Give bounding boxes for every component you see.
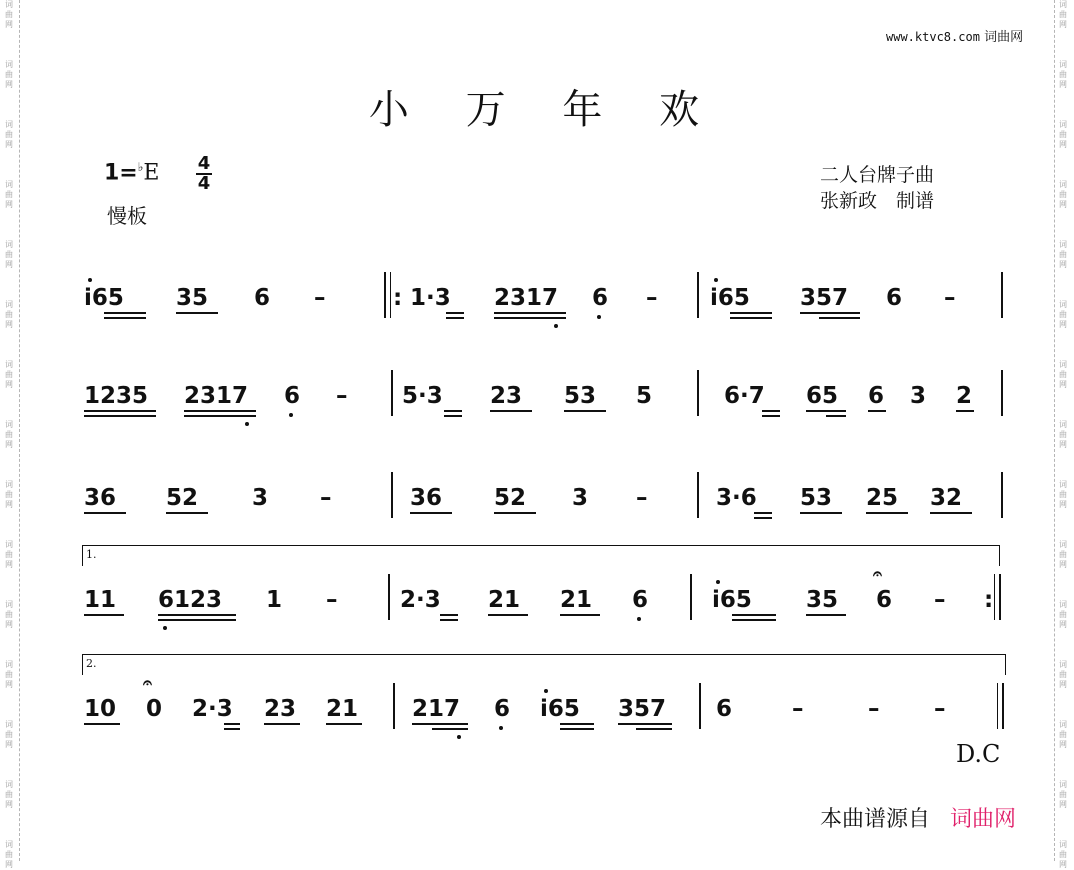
beam-line	[494, 312, 566, 314]
note-group: 2317	[494, 285, 559, 311]
repeat-colon: :	[393, 285, 403, 311]
note-group: 1·3	[410, 285, 451, 311]
beam-line	[446, 317, 464, 319]
note-group: 6·7	[724, 383, 765, 409]
beam-line	[490, 410, 532, 412]
beam-line	[819, 317, 860, 319]
dash: –	[934, 587, 946, 613]
barline	[690, 574, 692, 620]
beam-line	[868, 410, 886, 412]
beam-line	[224, 728, 240, 730]
low-octave-dot	[597, 315, 601, 319]
beam-line	[84, 723, 120, 725]
note-group: 6123	[158, 587, 223, 613]
first-ending-bracket	[82, 545, 1000, 566]
high-octave-dot	[88, 278, 92, 282]
note-group: 6	[494, 696, 511, 722]
watermark-text: 词 曲 网	[5, 840, 13, 869]
beam-line	[866, 512, 908, 514]
barline	[697, 472, 699, 518]
note-group: 23	[264, 696, 297, 722]
note-group: 6	[716, 696, 733, 722]
watermark-text: 词 曲 网	[5, 240, 13, 269]
score-row	[0, 484, 1074, 544]
watermark-text: 词 曲 网	[1059, 420, 1067, 449]
high-octave-dot	[714, 278, 718, 282]
beam-line	[732, 619, 776, 621]
watermark-text: 词 曲 网	[5, 180, 13, 209]
beam-line	[264, 723, 300, 725]
fermata-icon: 𝄐	[143, 673, 152, 692]
repeat-barline-thin	[994, 574, 995, 620]
low-octave-dot	[245, 422, 249, 426]
note-group: 23	[490, 383, 523, 409]
note-group: 357	[618, 696, 667, 722]
watermark-text: 词 曲 网	[5, 300, 13, 329]
high-octave-dot	[716, 580, 720, 584]
high-octave-dot	[544, 689, 548, 693]
score-row	[0, 564, 1074, 646]
time-signature: $\frac{4}{4}$	[197, 153, 211, 194]
repeat-colon: :	[984, 587, 994, 613]
note-group: i65	[84, 285, 124, 311]
note-group: 21	[488, 587, 521, 613]
dash: –	[934, 696, 946, 722]
watermark-text: 词 曲 网	[1059, 120, 1067, 149]
beam-line	[84, 415, 156, 417]
beam-line	[494, 317, 566, 319]
note-group: 3	[910, 383, 927, 409]
watermark-text: 词 曲 网	[1059, 780, 1067, 809]
barline	[1001, 472, 1003, 518]
note-group: 3·6	[716, 485, 757, 511]
beam-line	[104, 312, 146, 314]
beam-line	[762, 410, 780, 412]
note-group: 32	[930, 485, 963, 511]
watermark-text: 词 曲 网	[1059, 60, 1067, 89]
beam-line	[800, 312, 860, 314]
watermark-text: 词 曲 网	[5, 420, 13, 449]
source-link[interactable]: 词曲网	[950, 807, 1017, 832]
beam-line	[560, 723, 594, 725]
note-group: 1235	[84, 383, 149, 409]
note-group: 2	[956, 383, 973, 409]
low-octave-dot	[637, 617, 641, 621]
note-group: 0	[146, 696, 163, 722]
watermark-text: 词 曲 网	[1059, 300, 1067, 329]
note-group: 65	[806, 383, 839, 409]
beam-line	[84, 614, 124, 616]
dash: –	[646, 285, 658, 311]
beam-line	[762, 415, 780, 417]
low-octave-dot	[554, 324, 558, 328]
dash: –	[792, 696, 804, 722]
barline	[1001, 370, 1003, 416]
beam-line	[432, 728, 468, 730]
dash: –	[326, 587, 338, 613]
beam-line	[636, 728, 672, 730]
barline	[1001, 272, 1003, 318]
low-octave-dot	[289, 413, 293, 417]
beam-line	[84, 512, 126, 514]
da-capo-mark: D.C	[956, 740, 1001, 768]
note-group: 35	[176, 285, 209, 311]
watermark-text: 词 曲 网	[5, 660, 13, 689]
beam-line	[732, 614, 776, 616]
note-group: 53	[564, 383, 597, 409]
beam-line	[184, 415, 256, 417]
final-barline-thin	[997, 683, 998, 729]
beam-line	[84, 410, 156, 412]
beam-line	[444, 410, 462, 412]
note-group: 3	[252, 485, 269, 511]
watermark-text: 词 曲 网	[1059, 540, 1067, 569]
watermark-text: 词 曲 网	[1059, 0, 1067, 29]
tempo-marking: 慢板	[107, 204, 147, 228]
note-group: 11	[84, 587, 117, 613]
repeat-barline-thick	[999, 574, 1001, 620]
note-group: 6	[876, 587, 893, 613]
beam-line	[446, 312, 464, 314]
note-group: 5·3	[402, 383, 443, 409]
beam-line	[410, 512, 452, 514]
beam-line	[618, 723, 672, 725]
watermark-text: 词 曲 网	[5, 720, 13, 749]
barline	[697, 370, 699, 416]
note-group: 3	[572, 485, 589, 511]
barline	[697, 272, 699, 318]
beam-line	[440, 619, 458, 621]
note-group: 6	[284, 383, 301, 409]
score-row	[0, 382, 1074, 442]
beam-line	[956, 410, 974, 412]
note-group: 1	[266, 587, 283, 613]
note-group: 21	[326, 696, 359, 722]
watermark-text: 词 曲 网	[5, 540, 13, 569]
composer-credit: 二人台牌子曲	[820, 164, 935, 186]
barline	[699, 683, 701, 729]
note-group: 52	[166, 485, 199, 511]
first-ending-label: 1.	[86, 548, 97, 561]
beam-line	[166, 512, 208, 514]
low-octave-dot	[457, 735, 461, 739]
beam-line	[176, 312, 218, 314]
watermark-text: 词 曲 网	[1059, 660, 1067, 689]
note-group: 53	[800, 485, 833, 511]
fermata-icon: 𝄐	[873, 564, 882, 583]
note-group: 36	[410, 485, 443, 511]
final-barline-thick	[1002, 683, 1004, 729]
low-octave-dot	[163, 626, 167, 630]
note-group: 25	[866, 485, 899, 511]
watermark-text: 词 曲 网	[5, 360, 13, 389]
beam-line	[326, 723, 362, 725]
note-group: 35	[806, 587, 839, 613]
key-signature: 1=♭E	[104, 160, 160, 186]
beam-line	[806, 410, 846, 412]
barline	[391, 370, 393, 416]
note-group: 36	[84, 485, 117, 511]
repeat-barline-thick	[384, 272, 386, 318]
beam-line	[730, 312, 772, 314]
site-url[interactable]: www.ktvc8.com	[886, 30, 980, 44]
note-group: 10	[84, 696, 117, 722]
beam-line	[444, 415, 462, 417]
site-name[interactable]: 词曲网	[984, 30, 1024, 45]
beam-line	[754, 517, 772, 519]
watermark-text: 词 曲 网	[1059, 720, 1067, 749]
beam-line	[754, 512, 772, 514]
watermark-text: 词 曲 网	[5, 120, 13, 149]
note-group: 5	[636, 383, 653, 409]
dash: –	[336, 383, 348, 409]
beam-line	[184, 410, 256, 412]
dash: –	[868, 696, 880, 722]
dash: –	[636, 485, 648, 511]
note-group: 6	[632, 587, 649, 613]
watermark-text: 词 曲 网	[1059, 240, 1067, 269]
repeat-barline-thin	[390, 272, 391, 318]
barline	[388, 574, 390, 620]
beam-line	[930, 512, 972, 514]
dash: –	[944, 285, 956, 311]
barline	[391, 472, 393, 518]
beam-line	[104, 317, 146, 319]
watermark-text: 词 曲 网	[5, 480, 13, 509]
note-group: 6	[254, 285, 271, 311]
beam-line	[806, 614, 846, 616]
beam-line	[564, 410, 606, 412]
beam-line	[440, 614, 458, 616]
dash: –	[320, 485, 332, 511]
source-credit	[820, 802, 1016, 833]
watermark-text: 词 曲 网	[1059, 840, 1067, 869]
note-group: 21	[560, 587, 593, 613]
site-credit[interactable]	[886, 26, 1023, 45]
note-group: 2·3	[192, 696, 233, 722]
note-group: 357	[800, 285, 849, 311]
note-group: 6	[592, 285, 609, 311]
source-label: 本曲谱源自	[820, 807, 931, 832]
note-group: i65	[540, 696, 580, 722]
low-octave-dot	[499, 726, 503, 730]
watermark-text: 词 曲 网	[1059, 600, 1067, 629]
watermark-text: 词 曲 网	[1059, 480, 1067, 509]
beam-line	[158, 614, 236, 616]
beam-line	[488, 614, 528, 616]
beam-line	[158, 619, 236, 621]
watermark-text: 词 曲 网	[5, 780, 13, 809]
beam-line	[224, 723, 240, 725]
note-group: 6	[868, 383, 885, 409]
second-ending-bracket	[82, 654, 1006, 675]
note-group: 2317	[184, 383, 249, 409]
note-group: 217	[412, 696, 461, 722]
barline	[393, 683, 395, 729]
watermark-text: 词 曲 网	[5, 0, 13, 29]
note-group: i65	[712, 587, 752, 613]
beam-line	[730, 317, 772, 319]
watermark-text: 词 曲 网	[5, 60, 13, 89]
watermark-text: 词 曲 网	[1059, 180, 1067, 209]
note-group: 2·3	[400, 587, 441, 613]
note-group: i65	[710, 285, 750, 311]
watermark-text: 词 曲 网	[5, 600, 13, 629]
second-ending-label: 2.	[86, 657, 97, 670]
note-group: 52	[494, 485, 527, 511]
beam-line	[560, 728, 594, 730]
beam-line	[560, 614, 600, 616]
dash: –	[314, 285, 326, 311]
note-group: 6	[886, 285, 903, 311]
beam-line	[412, 723, 468, 725]
beam-line	[800, 512, 842, 514]
score-row	[0, 284, 1074, 344]
arranger-credit: 张新政 制谱	[820, 190, 935, 212]
watermark-text: 词 曲 网	[1059, 360, 1067, 389]
beam-line	[494, 512, 536, 514]
score-title: 小 万 年 欢	[368, 87, 722, 133]
beam-line	[826, 415, 846, 417]
